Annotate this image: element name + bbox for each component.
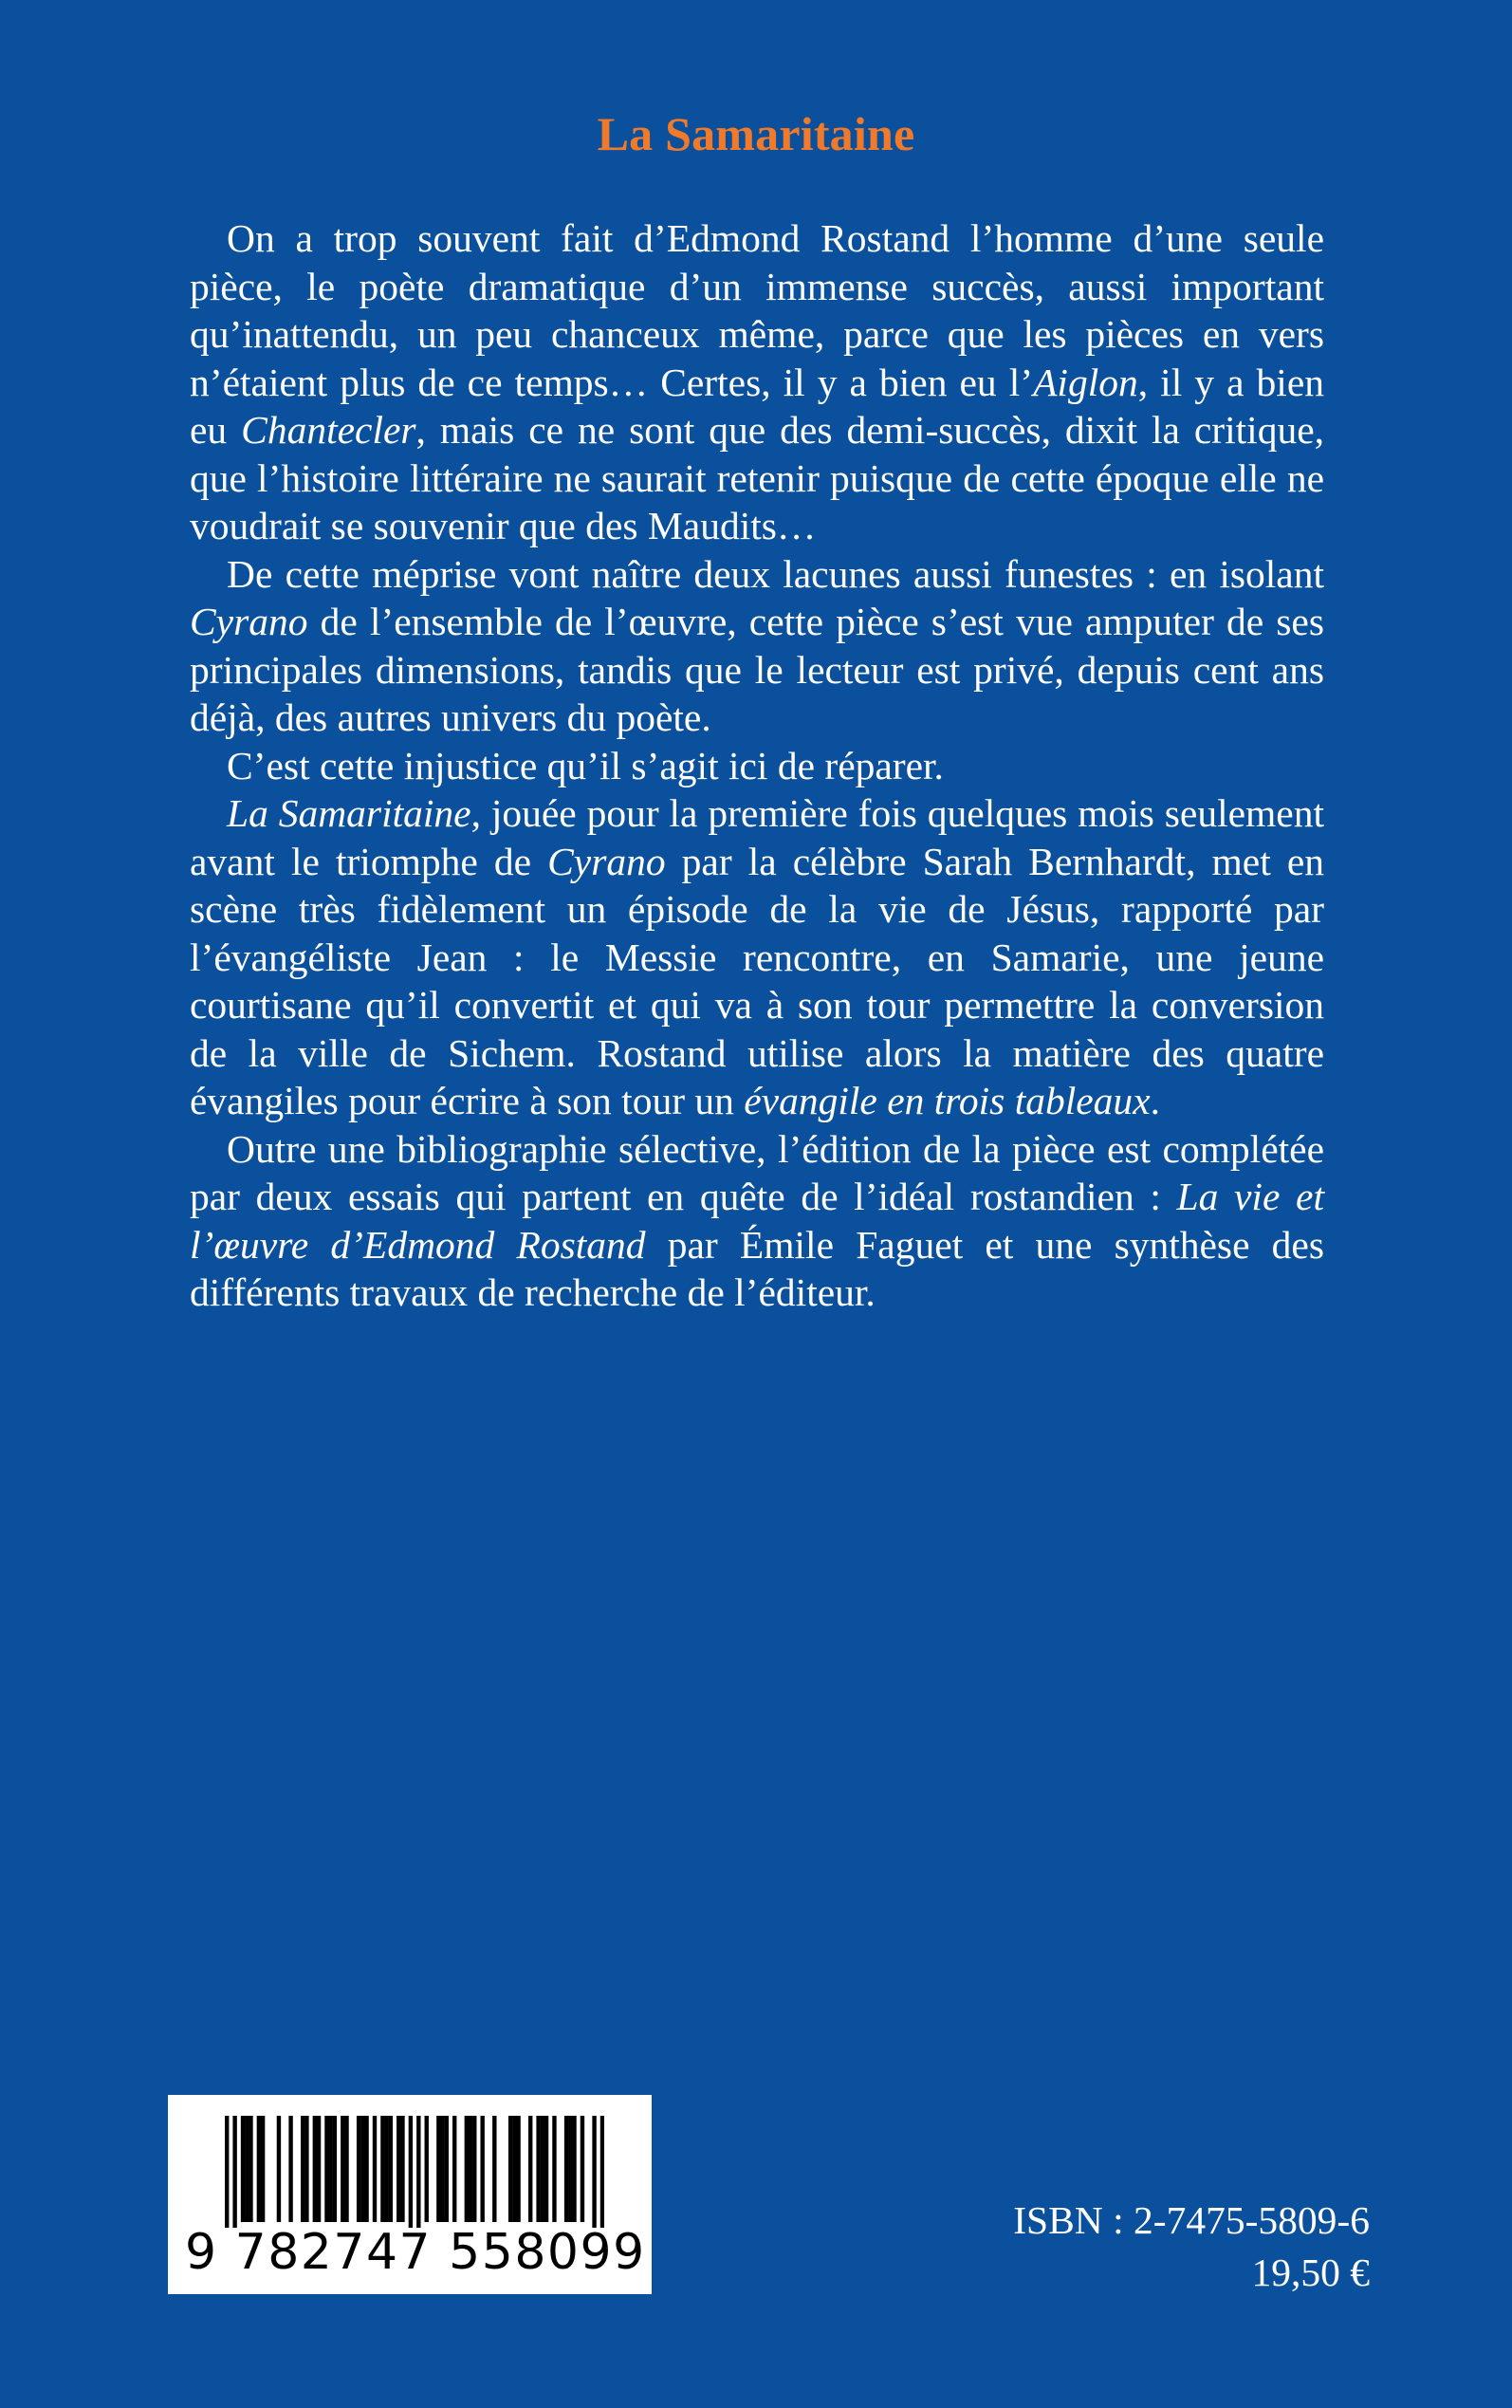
barcode-bars	[225, 2116, 604, 2228]
barcode-bar	[380, 2116, 384, 2222]
barcode-bar	[581, 2116, 584, 2222]
barcode-bar	[400, 2116, 404, 2222]
barcode-bar	[536, 2116, 540, 2222]
paragraph-2-italic-cyrano: Cyrano	[190, 600, 308, 643]
barcode-bar	[288, 2116, 292, 2222]
barcode-bar	[277, 2116, 281, 2222]
paragraph-3-text-1: C’est cette injustice qu’il s’agit ici de réparer.	[227, 743, 944, 787]
barcode-bar	[445, 2116, 449, 2222]
barcode-bar	[592, 2116, 596, 2228]
barcode-bar	[452, 2116, 456, 2222]
barcode-bar	[568, 2116, 572, 2222]
barcode-bar	[600, 2116, 604, 2228]
paragraph-4-italic-samaritaine: La Samaritaine	[227, 791, 471, 835]
paragraph-3	[190, 742, 1324, 790]
barcode-bar	[552, 2116, 556, 2222]
barcode-bar	[544, 2116, 548, 2222]
barcode-bar	[344, 2116, 348, 2222]
barcode-bar	[416, 2116, 420, 2228]
paragraph-4-italic-cyrano: Cyrano	[547, 839, 666, 883]
book-title: La Samaritaine	[597, 107, 915, 160]
barcode-bar	[508, 2116, 512, 2222]
barcode-bar	[512, 2116, 516, 2222]
barcode-bar	[572, 2116, 576, 2222]
barcode-bar	[232, 2116, 236, 2228]
barcode-bar	[465, 2116, 469, 2222]
barcode-bar	[357, 2116, 360, 2222]
barcode-bar	[324, 2116, 328, 2222]
blurb-text	[190, 214, 1324, 1317]
barcode-bar	[480, 2116, 484, 2222]
barcode-bar	[440, 2116, 444, 2222]
barcode-bar	[333, 2116, 337, 2222]
paragraph-1-text-3: , mais ce ne sont que des demi-succès, dixit la critique, que l’histoire littéraire ne saurait retenir puisque de cette époque elle ne voudrait se souvenir que des Maudits…	[190, 408, 1324, 547]
price-label: 19,50 €	[1251, 2251, 1370, 2294]
paragraph-2-text-2: de l’ensemble de l’œuvre, cette pièce s’est vue amputer de ses principales dimensions, tandis que le lecteur est privé, depuis cent ans déjà, des autres univers du poète.	[190, 600, 1324, 739]
barcode-bar	[245, 2116, 249, 2222]
paragraph-5	[190, 1125, 1324, 1317]
barcode-bar	[472, 2116, 476, 2222]
paragraph-4-text-1: , jouée pour la première fois quelques mois seulement avant le triomphe de	[190, 791, 1325, 883]
barcode-digits: 9 782747 558099	[185, 2224, 646, 2281]
barcode-bar	[261, 2116, 265, 2222]
barcode-bar	[373, 2116, 377, 2222]
paragraph-2	[190, 550, 1324, 742]
barcode-bar	[360, 2116, 364, 2222]
paragraph-5-text-1: Outre une bibliographie sélective, l’édition de la pièce est complétée par deux essais qui partent en quête de l’idéal rostandien :	[190, 1126, 1324, 1218]
paragraph-5-text-2: par Émile Faguet et une synthèse des différents travaux de recherche de l’éditeur.	[190, 1222, 1324, 1314]
barcode-bar	[528, 2116, 532, 2222]
paragraph-1-text-2: , il y a bien eu	[190, 360, 1324, 452]
barcode-bar	[304, 2116, 308, 2222]
isbn-label: ISBN : 2-7475-5809-6	[1013, 2198, 1370, 2242]
paragraph-1-italic-aiglon: Aiglon	[1033, 360, 1138, 404]
barcode-bar	[249, 2116, 252, 2222]
barcode-bar	[564, 2116, 568, 2222]
barcode-bar	[301, 2116, 304, 2222]
barcode-bar	[317, 2116, 321, 2222]
paragraph-4-text-2: par la célèbre Sarah Bernhardt, met en scène très fidèlement un épisode de la vie de Jésus, rapporté par l’évangéliste Jean : le Messie rencontre, en Samarie, une jeune courtisane qu’il convertit et qui va à son tour permettre la conversion de la ville de Sichem. Rostand utilise alors la matière des quatre évangiles pour écrire à son tour un	[190, 839, 1324, 1122]
barcode-bar	[409, 2116, 413, 2228]
barcode-bar	[541, 2116, 544, 2222]
barcode-bar	[425, 2116, 429, 2222]
paragraph-1	[190, 214, 1324, 550]
barcode-bar	[396, 2116, 400, 2222]
barcode-bar	[389, 2116, 393, 2222]
barcode-bar	[225, 2116, 229, 2228]
paragraph-4-text-3: .	[1150, 1079, 1160, 1122]
paragraph-1-italic-chantecler: Chantecler	[241, 408, 416, 452]
barcode-bar	[364, 2116, 368, 2222]
barcode-bar	[313, 2116, 317, 2222]
paragraph-1-text-1: On a trop souvent fait d’Edmond Rostand l’homme d’une seule pièce, le poète dramatique d’un immense succès, aussi important qu’inattendu, un peu chanceux même, parce que les pièces en vers n’étaient plus de ce temps… Certes, il y a bien eu l’	[190, 216, 1324, 404]
barcode-bar	[328, 2116, 332, 2222]
barcode-bar	[257, 2116, 261, 2222]
barcode-bar	[341, 2116, 344, 2222]
paragraph-4-italic-evangile: évangile en trois tableaux	[744, 1079, 1151, 1122]
barcode	[168, 2095, 652, 2294]
paragraph-5-italic-vie-oeuvre: La vie et l’œuvre d’Edmond Rostand	[190, 1175, 1324, 1267]
barcode-bar	[384, 2116, 388, 2222]
barcode-bar	[516, 2116, 520, 2222]
barcode-bar	[469, 2116, 472, 2222]
paragraph-2-text-1: De cette méprise vont naître deux lacunes aussi funestes : en isolant	[227, 551, 1324, 596]
barcode-bar	[436, 2116, 440, 2222]
barcode-bar	[241, 2116, 245, 2222]
paragraph-4	[190, 789, 1324, 1125]
barcode-bar	[492, 2116, 496, 2222]
